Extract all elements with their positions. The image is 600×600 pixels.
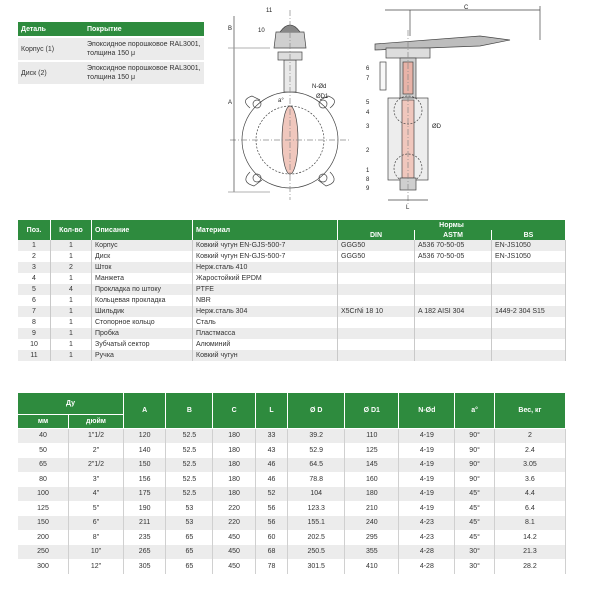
parts-row [18, 306, 566, 317]
dims-row-cell: 52.5 [166, 487, 213, 502]
dims-row-cell: 156 [124, 472, 166, 487]
parts-header-bs: BS [492, 230, 566, 240]
valve-drawing [210, 0, 600, 212]
dim-c-label: C [464, 5, 469, 11]
dims-header-weight: Вес, кг [494, 393, 565, 428]
parts-row-cell: NBR [193, 295, 338, 306]
parts-row [18, 262, 566, 273]
parts-row-cell: A536 70-50-05 [415, 251, 492, 262]
parts-row [18, 339, 566, 350]
parts-row-cell: Ковкий чугун [193, 350, 338, 361]
parts-table [18, 220, 566, 361]
dims-row-cell: 160 [345, 472, 399, 487]
dims-row-cell: 120 [124, 428, 166, 443]
dim-d-label: ØD [432, 124, 441, 130]
label-1: 1 [366, 168, 370, 174]
dims-row-cell: 10" [69, 545, 124, 560]
dims-row-cell: 190 [124, 501, 166, 516]
parts-row-cell: 4 [18, 273, 51, 284]
label-10: 10 [258, 28, 265, 34]
dims-row-cell: 4" [69, 487, 124, 502]
dims-header-dy: Ду [18, 393, 124, 414]
dims-row-cell: 175 [124, 487, 166, 502]
parts-row-cell: 2 [18, 251, 51, 262]
parts-row-cell: 1 [18, 240, 51, 251]
dims-row-cell: 6.4 [494, 501, 565, 516]
dims-row-cell: 235 [124, 530, 166, 545]
dims-row-cell: 220 [213, 516, 255, 531]
label-3: 3 [366, 124, 370, 130]
parts-row [18, 295, 566, 306]
dims-header-l: L [255, 393, 287, 428]
parts-row-cell [492, 262, 566, 273]
parts-row-cell: Шильдик [92, 306, 193, 317]
dims-row-cell: 30° [455, 559, 495, 574]
dims-row-cell: 2"1/2 [69, 458, 124, 473]
parts-row-cell: GGG50 [338, 240, 415, 251]
dims-header-a: A [124, 393, 166, 428]
parts-row-cell: 3 [18, 262, 51, 273]
dims-row [18, 559, 566, 574]
coating-row-cell: Диск (2) [18, 61, 84, 84]
dims-row-cell: 68 [255, 545, 287, 560]
parts-row-cell: 5 [18, 284, 51, 295]
parts-row-cell: Шток [92, 262, 193, 273]
coating-row-cell: Эпоксидное порошковое RAL3001, толщина 150 μ [84, 61, 204, 84]
dims-row-cell: 45° [455, 516, 495, 531]
parts-row-cell: Жаростойкий EPDM [193, 273, 338, 284]
dims-row-cell: 65 [166, 530, 213, 545]
parts-header-astm: ASTM [415, 230, 492, 240]
dims-row [18, 530, 566, 545]
dims-row-cell: 43 [255, 443, 287, 458]
dims-row-cell: 305 [124, 559, 166, 574]
dims-row-cell: 210 [345, 501, 399, 516]
parts-header-desc: Описание [92, 220, 193, 240]
parts-row-cell: A 182 AISI 304 [415, 306, 492, 317]
dim-angle-label: a° [278, 98, 284, 104]
parts-row-cell: 1 [51, 350, 92, 361]
dims-row-cell: 1"1/2 [69, 428, 124, 443]
dims-row-cell: 180 [345, 487, 399, 502]
dims-row-cell: 3.6 [494, 472, 565, 487]
dims-row-cell: 155.1 [288, 516, 345, 531]
label-5: 5 [366, 100, 370, 106]
parts-row-cell: 1 [51, 273, 92, 284]
parts-header-pos: Поз. [18, 220, 51, 240]
dims-row-cell: 8.1 [494, 516, 565, 531]
parts-row-cell: 8 [18, 317, 51, 328]
parts-row-cell: Пластмасса [193, 328, 338, 339]
dims-row-cell: 46 [255, 472, 287, 487]
dims-row-cell: 104 [288, 487, 345, 502]
parts-row-cell: Пробка [92, 328, 193, 339]
parts-header-din: DIN [338, 230, 415, 240]
dims-row-cell: 52.5 [166, 458, 213, 473]
parts-row-cell: EN-JS1050 [492, 240, 566, 251]
parts-row-cell [492, 328, 566, 339]
coating-row-cell: Эпоксидное порошковое RAL3001, толщина 150 μ [84, 37, 204, 61]
dims-row-cell: 78 [255, 559, 287, 574]
parts-row-cell [415, 328, 492, 339]
parts-row-cell: 11 [18, 350, 51, 361]
parts-row-cell [415, 295, 492, 306]
dims-row-cell: 4-28 [399, 559, 455, 574]
dims-row-cell: 28.2 [494, 559, 565, 574]
dims-row-cell: 90° [455, 428, 495, 443]
dims-row-cell: 56 [255, 501, 287, 516]
dims-row-cell: 90° [455, 472, 495, 487]
parts-row-cell: Нерж.сталь 304 [193, 306, 338, 317]
dims-row-cell: 100 [18, 487, 69, 502]
dims-row-cell: 150 [124, 458, 166, 473]
dims-row [18, 516, 566, 531]
dims-row-cell: 180 [213, 428, 255, 443]
dims-row-cell: 110 [345, 428, 399, 443]
dims-row-cell: 52.5 [166, 472, 213, 487]
parts-row-cell: Ковкий чугун EN-GJS-500-7 [193, 240, 338, 251]
dims-row-cell: 52 [255, 487, 287, 502]
dims-header-c: C [213, 393, 255, 428]
dims-row-cell: 40 [18, 428, 69, 443]
parts-row-cell: Алюминий [193, 339, 338, 350]
label-6: 6 [366, 66, 370, 72]
parts-row [18, 251, 566, 262]
dims-header-d: Ø D [288, 393, 345, 428]
dim-l-label: L [406, 205, 410, 211]
dims-row-cell: 450 [213, 530, 255, 545]
dim-b-label: B [228, 26, 233, 32]
dims-row-cell: 60 [255, 530, 287, 545]
parts-row-cell: X5CrNi 18 10 [338, 306, 415, 317]
parts-row-cell: Ручка [92, 350, 193, 361]
parts-row [18, 240, 566, 251]
parts-row [18, 350, 566, 361]
dims-row-cell: 450 [213, 545, 255, 560]
dims-row-cell: 4-19 [399, 501, 455, 516]
dimensions-table [18, 393, 566, 574]
dims-row-cell: 4-19 [399, 458, 455, 473]
dims-row-cell: 450 [213, 559, 255, 574]
dims-row-cell: 50 [18, 443, 69, 458]
coating-table [18, 22, 204, 84]
parts-row-cell: Зубчатый сектор [92, 339, 193, 350]
coating-row [18, 37, 204, 61]
dims-row-cell: 4-19 [399, 472, 455, 487]
dims-row-cell: 5" [69, 501, 124, 516]
dims-row-cell: 30° [455, 545, 495, 560]
coating-header-part: Деталь [18, 22, 84, 37]
parts-row-cell [338, 295, 415, 306]
dims-row [18, 501, 566, 516]
parts-row-cell: 1 [51, 251, 92, 262]
dims-row-cell: 180 [213, 443, 255, 458]
parts-row-cell: 1 [51, 339, 92, 350]
label-8: 8 [366, 177, 370, 183]
dims-row-cell: 46 [255, 458, 287, 473]
parts-row-cell: 1 [51, 240, 92, 251]
parts-row-cell: 10 [18, 339, 51, 350]
parts-row-cell [338, 339, 415, 350]
parts-row-cell: Стопорное кольцо [92, 317, 193, 328]
parts-row-cell [492, 317, 566, 328]
dims-row-cell: 240 [345, 516, 399, 531]
dims-row-cell: 180 [213, 458, 255, 473]
parts-row-cell [492, 273, 566, 284]
parts-row-cell [415, 339, 492, 350]
dims-row-cell: 265 [124, 545, 166, 560]
dims-row-cell: 150 [18, 516, 69, 531]
dims-row-cell: 45° [455, 501, 495, 516]
parts-row-cell: 1449-2 304 S15 [492, 306, 566, 317]
dims-row-cell: 80 [18, 472, 69, 487]
label-7: 7 [366, 76, 370, 82]
dims-header-d1: Ø D1 [345, 393, 399, 428]
dims-header-nd: N-Ød [399, 393, 455, 428]
parts-row-cell [492, 350, 566, 361]
dim-a-label: A [228, 100, 233, 106]
parts-row-cell [338, 328, 415, 339]
dims-row-cell: 3" [69, 472, 124, 487]
dims-row-cell: 145 [345, 458, 399, 473]
dims-row-cell: 202.5 [288, 530, 345, 545]
dims-row-cell: 250 [18, 545, 69, 560]
parts-row-cell: A536 70-50-05 [415, 240, 492, 251]
parts-row-cell [492, 284, 566, 295]
dims-header-inch: дюйм [69, 414, 124, 428]
parts-row-cell: Прокладка по штоку [92, 284, 193, 295]
parts-row-cell: 6 [18, 295, 51, 306]
dims-row-cell: 180 [213, 472, 255, 487]
dim-d1-label: ØD1 [316, 94, 329, 100]
parts-row-cell: Корпус [92, 240, 193, 251]
parts-row-cell: Нерж.сталь 410 [193, 262, 338, 273]
dims-row-cell: 6" [69, 516, 124, 531]
parts-row-cell [492, 295, 566, 306]
dims-row-cell: 12" [69, 559, 124, 574]
dims-row-cell: 65 [166, 545, 213, 560]
parts-row [18, 284, 566, 295]
dims-row [18, 458, 566, 473]
dims-row-cell: 90° [455, 458, 495, 473]
dims-row-cell: 4-28 [399, 545, 455, 560]
dims-row-cell: 355 [345, 545, 399, 560]
dims-row-cell: 39.2 [288, 428, 345, 443]
dims-row-cell: 4-19 [399, 428, 455, 443]
coating-row [18, 61, 204, 84]
parts-row [18, 317, 566, 328]
parts-row-cell [338, 262, 415, 273]
dims-row [18, 428, 566, 443]
dim-nd-label: N-Ød [312, 84, 327, 90]
dims-row [18, 472, 566, 487]
parts-row-cell: 4 [51, 284, 92, 295]
parts-row [18, 328, 566, 339]
parts-row-cell [492, 339, 566, 350]
dims-row [18, 545, 566, 560]
dims-row-cell: 4-19 [399, 443, 455, 458]
dims-row-cell: 53 [166, 501, 213, 516]
dims-row-cell: 14.2 [494, 530, 565, 545]
dims-row-cell: 4-23 [399, 516, 455, 531]
dims-row-cell: 53 [166, 516, 213, 531]
label-11: 11 [266, 8, 273, 14]
parts-row-cell [415, 273, 492, 284]
label-4: 4 [366, 110, 370, 116]
parts-header-norms: Нормы [338, 220, 566, 230]
dims-row-cell: 300 [18, 559, 69, 574]
dims-row-cell: 56 [255, 516, 287, 531]
coating-row-cell: Корпус (1) [18, 37, 84, 61]
dims-row-cell: 21.3 [494, 545, 565, 560]
dims-row-cell: 125 [345, 443, 399, 458]
dims-row-cell: 3.05 [494, 458, 565, 473]
parts-row-cell [338, 350, 415, 361]
dims-row-cell: 4-23 [399, 530, 455, 545]
dims-row-cell: 8" [69, 530, 124, 545]
dims-row-cell: 52.5 [166, 428, 213, 443]
dims-header-angle: a° [455, 393, 495, 428]
dims-row-cell: 2.4 [494, 443, 565, 458]
parts-row-cell: Сталь [193, 317, 338, 328]
parts-row-cell [415, 317, 492, 328]
dims-row-cell: 200 [18, 530, 69, 545]
parts-row-cell: Кольцевая прокладка [92, 295, 193, 306]
parts-row-cell: Манжета [92, 273, 193, 284]
parts-row-cell: 9 [18, 328, 51, 339]
parts-header-qty: Кол-во [51, 220, 92, 240]
dims-row-cell: 410 [345, 559, 399, 574]
label-2: 2 [366, 148, 370, 154]
dims-row-cell: 301.5 [288, 559, 345, 574]
parts-row-cell: EN-JS1050 [492, 251, 566, 262]
dims-row-cell: 52.9 [288, 443, 345, 458]
dims-row [18, 487, 566, 502]
parts-row-cell [338, 284, 415, 295]
parts-header-material: Материал [193, 220, 338, 240]
parts-row-cell: GGG50 [338, 251, 415, 262]
dims-row-cell: 45° [455, 530, 495, 545]
parts-row-cell: PTFE [193, 284, 338, 295]
dims-row-cell: 78.8 [288, 472, 345, 487]
parts-row-cell [415, 284, 492, 295]
dims-row-cell: 140 [124, 443, 166, 458]
parts-row-cell: 7 [18, 306, 51, 317]
dims-row-cell: 220 [213, 501, 255, 516]
dims-row-cell: 2 [494, 428, 565, 443]
dims-row-cell: 52.5 [166, 443, 213, 458]
parts-row [18, 273, 566, 284]
dims-row-cell: 211 [124, 516, 166, 531]
dims-row-cell: 2" [69, 443, 124, 458]
dims-header-mm: мм [18, 414, 69, 428]
dims-row-cell: 4-19 [399, 487, 455, 502]
dims-row-cell: 125 [18, 501, 69, 516]
dims-row-cell: 295 [345, 530, 399, 545]
dims-row-cell: 90° [455, 443, 495, 458]
parts-row-cell [415, 350, 492, 361]
parts-row-cell: 2 [51, 262, 92, 273]
dims-row-cell: 65 [18, 458, 69, 473]
dims-row-cell: 180 [213, 487, 255, 502]
coating-header-coating: Покрытие [84, 22, 204, 37]
parts-row-cell: 1 [51, 328, 92, 339]
parts-row-cell: 1 [51, 295, 92, 306]
dims-row-cell: 250.5 [288, 545, 345, 560]
dims-row-cell: 4.4 [494, 487, 565, 502]
parts-row-cell: 1 [51, 306, 92, 317]
parts-row-cell: Диск [92, 251, 193, 262]
dims-row-cell: 64.5 [288, 458, 345, 473]
dims-header-b: B [166, 393, 213, 428]
dims-row-cell: 33 [255, 428, 287, 443]
dims-row-cell: 123.3 [288, 501, 345, 516]
parts-row-cell [338, 273, 415, 284]
parts-row-cell: Ковкий чугун EN-GJS-500-7 [193, 251, 338, 262]
dims-row [18, 443, 566, 458]
label-9: 9 [366, 186, 370, 192]
dims-row-cell: 65 [166, 559, 213, 574]
dims-row-cell: 45° [455, 487, 495, 502]
parts-row-cell [338, 317, 415, 328]
parts-row-cell [415, 262, 492, 273]
parts-row-cell: 1 [51, 317, 92, 328]
